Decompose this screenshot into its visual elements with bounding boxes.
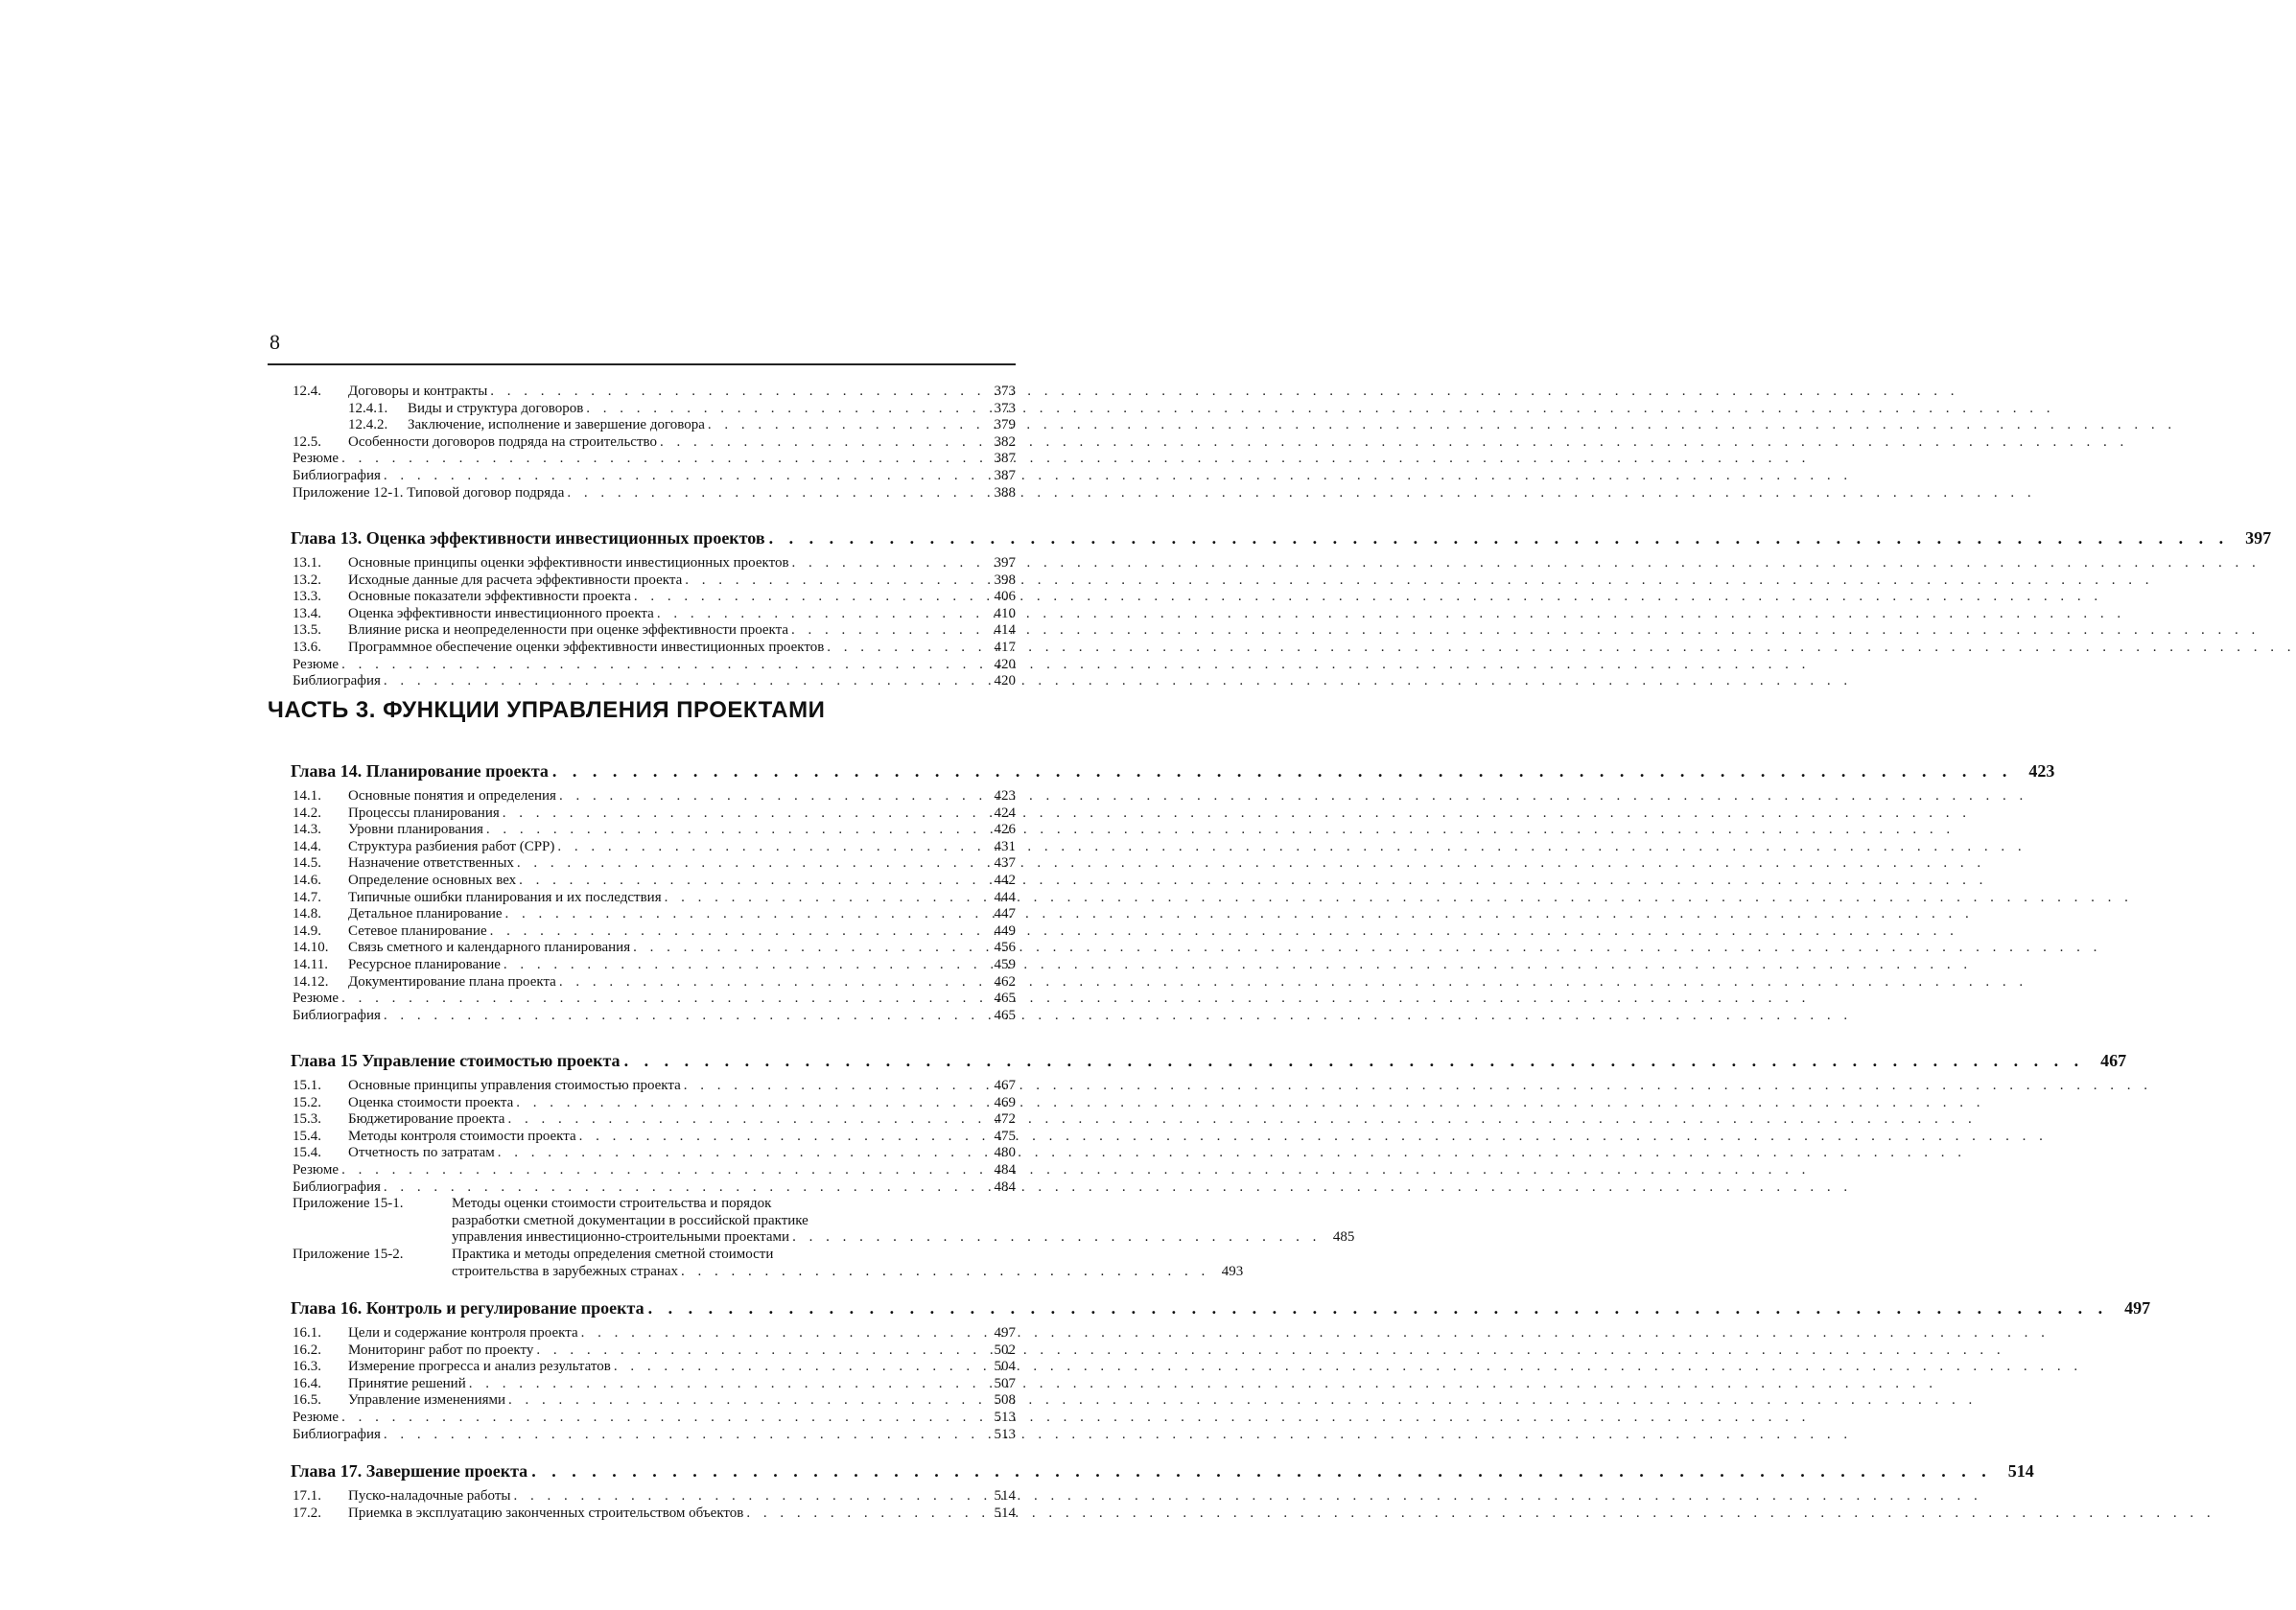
- leader-dots: [341, 991, 982, 1008]
- header-rule: [268, 363, 1016, 365]
- entry-title: Библиография: [293, 1426, 381, 1442]
- entry-number: 16.1.: [293, 1325, 321, 1341]
- toc-entry[interactable]: [293, 1488, 1016, 1505]
- entry-page: 480: [994, 1145, 1016, 1161]
- toc-entry[interactable]: [293, 606, 1016, 623]
- entry-page: 513: [994, 1426, 1016, 1442]
- entry-title: Оценка стоимости проекта: [348, 1094, 514, 1110]
- entry-title: Принятие решений: [348, 1375, 466, 1391]
- toc-entry[interactable]: [293, 1392, 1016, 1410]
- entry-page: 426: [994, 822, 1016, 838]
- toc-entry[interactable]: [293, 1129, 1016, 1146]
- appendix-list: [293, 1196, 1355, 1280]
- chapter15: [291, 1047, 2127, 1074]
- entry-number: 13.2.: [293, 572, 321, 588]
- entry-number: 13.5.: [293, 622, 321, 639]
- entry-page: 484: [994, 1178, 1016, 1195]
- entry-page: 513: [994, 1409, 1016, 1425]
- leader-dots: [341, 1162, 982, 1179]
- leader-dots: [531, 1458, 1992, 1484]
- toc-entry[interactable]: [293, 974, 1016, 992]
- toc-entry[interactable]: [293, 485, 1016, 502]
- toc-list: [293, 1488, 1016, 1522]
- entry-page: 514: [994, 1488, 1016, 1504]
- leader-dots: [681, 1264, 1209, 1281]
- toc-entry[interactable]: [293, 957, 1016, 974]
- entry-title: Основные показатели эффективности проекта: [348, 589, 631, 605]
- entry-page: 388: [994, 484, 1016, 501]
- entry-title: Основные принципы оценки эффективности инвестиционных проектов: [348, 555, 789, 571]
- chapter-heading[interactable]: [291, 1047, 2127, 1074]
- entry-number: 14.9.: [293, 922, 321, 939]
- chapter17: [291, 1458, 2034, 1484]
- entry-page: 485: [1332, 1229, 1355, 1246]
- entry-page: 472: [994, 1111, 1016, 1128]
- leader-dots: [657, 606, 982, 623]
- entry-number: 17.2.: [293, 1505, 321, 1521]
- entry-title: Заключение, исполнение и завершение договора: [408, 417, 705, 433]
- entry-page: 379: [994, 417, 1016, 433]
- toc-entry[interactable]: [293, 1179, 1016, 1197]
- toc-entry[interactable]: [293, 1111, 1016, 1129]
- entry-page: 465: [994, 991, 1016, 1007]
- leader-dots: [559, 788, 982, 805]
- toc-entry[interactable]: [293, 468, 1016, 485]
- toc-entry[interactable]: [293, 1078, 1016, 1095]
- entry-page: 484: [994, 1161, 1016, 1178]
- chapter14-entries: [293, 788, 1016, 1024]
- chapter17-entries: [293, 1488, 1016, 1522]
- chapter16: [291, 1295, 2151, 1321]
- entry-page: 497: [994, 1325, 1016, 1341]
- leader-dots: [791, 622, 982, 640]
- leader-dots: [384, 1179, 982, 1197]
- entry-title: Влияние риска и неопределенности при оценке эффективности проекта: [348, 622, 789, 639]
- toc-entry[interactable]: [293, 855, 1016, 873]
- page-number: 8: [269, 330, 280, 354]
- entry-title: Программное обеспечение оценки эффективности инвестиционных проектов: [348, 639, 825, 655]
- entry-page: 449: [994, 922, 1016, 939]
- leader-dots: [708, 417, 982, 434]
- entry-page: 447: [994, 906, 1016, 922]
- appendix-title-line: управления инвестиционно-строительными проектами: [452, 1229, 790, 1246]
- leader-dots: [514, 1488, 983, 1505]
- entry-number: 15.3.: [293, 1111, 321, 1128]
- entry-page: 382: [994, 433, 1016, 450]
- toc-entry[interactable]: [293, 923, 1016, 941]
- entry-title: Процессы планирования: [348, 805, 500, 821]
- entry-page: 462: [994, 973, 1016, 990]
- entry-number: 16.4.: [293, 1375, 321, 1391]
- appendix-title-line: строительства в зарубежных странах: [452, 1263, 679, 1279]
- entry-number: 12.4.2.: [348, 417, 388, 433]
- entry-number: 14.7.: [293, 889, 321, 905]
- entry-page: 387: [994, 451, 1016, 467]
- leader-dots: [665, 890, 982, 907]
- appendix-title: [452, 1247, 1243, 1280]
- entry-title: Отчетность по затратам: [348, 1145, 495, 1161]
- entry-number: 14.1.: [293, 788, 321, 804]
- entry-page: 406: [994, 589, 1016, 605]
- toc-entry[interactable]: [293, 1008, 1016, 1025]
- appendix-last-line: [452, 1229, 1354, 1247]
- entry-number: 13.4.: [293, 605, 321, 621]
- leader-dots: [469, 1376, 982, 1393]
- toc-entry[interactable]: [293, 1342, 1016, 1360]
- entry-title: Цели и содержание контроля проекта: [348, 1325, 578, 1341]
- toc-entry[interactable]: [293, 555, 1016, 572]
- entry-title: Резюме: [293, 656, 340, 672]
- toc-entry[interactable]: [293, 805, 1016, 823]
- chapter-title: Глава 16. Контроль и регулирование проекта: [291, 1298, 644, 1318]
- toc-entry[interactable]: [293, 788, 1016, 805]
- entry-page: 493: [1221, 1263, 1244, 1279]
- leader-dots: [685, 572, 982, 590]
- entry-page: 442: [994, 872, 1016, 888]
- chapter-page: 497: [2124, 1298, 2151, 1318]
- entry-number: 12.4.1.: [348, 400, 388, 416]
- entry-page: 414: [994, 622, 1016, 639]
- entry-number: 14.11.: [293, 956, 328, 972]
- entry-title: Библиография: [293, 467, 381, 483]
- leader-dots: [490, 384, 982, 401]
- leader-dots: [384, 468, 982, 485]
- chapter14: [291, 758, 2055, 784]
- toc-entry[interactable]: [293, 451, 1016, 468]
- entry-page: 502: [994, 1342, 1016, 1358]
- toc-entry[interactable]: [293, 1359, 1016, 1376]
- chapter16-entries: [293, 1325, 1016, 1443]
- entry-title: Управление изменениями: [348, 1392, 506, 1409]
- toc-entry[interactable]: [293, 1427, 1016, 1444]
- entry-page: 410: [994, 605, 1016, 621]
- leader-dots: [384, 673, 982, 690]
- toc-entry[interactable]: [293, 640, 1016, 657]
- leader-dots: [341, 657, 982, 674]
- entry-number: 14.12.: [293, 973, 329, 990]
- appendix-title-line: Практика и методы определения сметной стоимости: [452, 1246, 774, 1262]
- entry-title: Основные понятия и определения: [348, 788, 556, 804]
- entry-page: 397: [994, 555, 1016, 571]
- leader-dots: [516, 1095, 982, 1112]
- leader-dots: [536, 1342, 982, 1360]
- entry-number: 13.6.: [293, 639, 321, 655]
- entry-page: 431: [994, 838, 1016, 854]
- toc-entry[interactable]: [293, 1325, 1016, 1342]
- toc-entry[interactable]: [293, 940, 1016, 957]
- appendix-title-line: разработки сметной документации в российской практике: [452, 1212, 808, 1228]
- leader-dots: [614, 1359, 982, 1376]
- chapter-page: 514: [2007, 1461, 2034, 1481]
- entry-title: Библиография: [293, 1178, 381, 1195]
- toc-entry[interactable]: [293, 1376, 1016, 1393]
- entry-title: Детальное планирование: [348, 906, 503, 922]
- chapter-title: Глава 13. Оценка эффективности инвестиционных проектов: [291, 528, 765, 548]
- chapter-heading[interactable]: [291, 1295, 2151, 1321]
- entry-page: 507: [994, 1375, 1016, 1391]
- entry-title: Библиография: [293, 673, 381, 689]
- entry-page: 514: [994, 1505, 1016, 1521]
- entry-number: 14.4.: [293, 838, 321, 854]
- entry-title: Исходные данные для расчета эффективности проекта: [348, 572, 683, 588]
- entry-number: 14.10.: [293, 940, 329, 956]
- toc-entry[interactable]: [293, 822, 1016, 839]
- entry-page: 465: [994, 1007, 1016, 1023]
- toc-entry[interactable]: [293, 1145, 1016, 1162]
- entry-page: 417: [994, 639, 1016, 655]
- entry-page: 373: [994, 400, 1016, 416]
- toc-entry[interactable]: [293, 589, 1016, 606]
- chapter-title: Глава 17. Завершение проекта: [291, 1461, 528, 1481]
- leader-dots: [517, 855, 982, 873]
- toc-entry[interactable]: [293, 384, 1016, 401]
- leader-dots: [503, 805, 982, 823]
- entry-page: 504: [994, 1359, 1016, 1375]
- entry-number: 14.6.: [293, 872, 321, 888]
- entry-title: Резюме: [293, 451, 340, 467]
- leader-dots: [552, 758, 2013, 784]
- chapter-heading[interactable]: [291, 1458, 2034, 1484]
- entry-number: 14.2.: [293, 805, 321, 821]
- leader-dots: [624, 1047, 2085, 1074]
- leader-dots: [792, 555, 982, 572]
- entry-title: Библиография: [293, 1007, 381, 1023]
- leader-dots: [633, 940, 982, 957]
- entry-title: Основные принципы управления стоимостью проекта: [348, 1078, 681, 1093]
- entry-title: Уровни планирования: [348, 822, 483, 838]
- appendix-title-line: Методы оценки стоимости строительства и порядок: [452, 1196, 772, 1212]
- chapter13: [291, 525, 2272, 551]
- entry-page: 456: [994, 940, 1016, 956]
- appendix-last-line: [452, 1264, 1243, 1281]
- entry-number: 14.3.: [293, 822, 321, 838]
- entry-title: Мониторинг работ по проекту: [348, 1342, 534, 1358]
- appendix-entry[interactable]: [293, 1196, 1355, 1247]
- entry-page: 444: [994, 889, 1016, 905]
- leader-dots: [581, 1325, 982, 1342]
- leader-dots: [684, 1078, 982, 1095]
- toc-list: [293, 788, 1016, 1024]
- entry-title: Структура разбиения работ (СРР): [348, 838, 555, 854]
- toc-list: [293, 555, 1016, 690]
- chapter-page: 467: [2100, 1051, 2127, 1070]
- entry-title: Сетевое планирование: [348, 922, 487, 939]
- chapter-page: 423: [2028, 761, 2055, 781]
- entry-page: 469: [994, 1094, 1016, 1110]
- toc-entry[interactable]: [293, 622, 1016, 640]
- entry-number: 14.8.: [293, 906, 321, 922]
- toc-entry[interactable]: [293, 417, 1016, 434]
- entry-title: Методы контроля стоимости проекта: [348, 1128, 576, 1144]
- entry-number: 16.3.: [293, 1359, 321, 1375]
- leader-dots: [507, 1111, 982, 1129]
- toc-entry[interactable]: [293, 906, 1016, 923]
- entry-title: Особенности договоров подряда на строительство: [348, 433, 657, 450]
- toc-list: [293, 384, 1016, 502]
- entry-title: Определение основных вех: [348, 872, 517, 888]
- entry-page: 424: [994, 805, 1016, 821]
- entry-page: 423: [994, 788, 1016, 804]
- entry-title: Пуско-наладочные работы: [348, 1488, 511, 1504]
- leader-dots: [498, 1145, 982, 1162]
- entry-number: 14.5.: [293, 855, 321, 872]
- toc-entry[interactable]: [293, 1410, 1016, 1427]
- leader-dots: [519, 873, 982, 890]
- entry-title: Приемка в эксплуатацию законченных строительством объектов: [348, 1505, 744, 1521]
- leader-dots: [648, 1295, 2109, 1321]
- leader-dots: [567, 485, 982, 502]
- entry-title: Договоры и контракты: [348, 384, 488, 399]
- leader-dots: [579, 1129, 982, 1146]
- entry-page: 508: [994, 1392, 1016, 1409]
- chapter-heading[interactable]: [291, 525, 2272, 551]
- entry-number: 17.1.: [293, 1488, 321, 1504]
- entry-number: 13.1.: [293, 555, 321, 571]
- toc-list: [293, 1325, 1016, 1443]
- toc-entry[interactable]: [293, 873, 1016, 890]
- leader-dots: [792, 1229, 1321, 1247]
- entry-title: Назначение ответственных: [348, 855, 514, 872]
- entry-page: 373: [994, 384, 1016, 399]
- leader-dots: [769, 525, 2230, 551]
- entry-number: 16.5.: [293, 1392, 321, 1409]
- leader-dots: [384, 1427, 982, 1444]
- entry-page: 467: [994, 1078, 1016, 1093]
- toc-entry[interactable]: [293, 657, 1016, 674]
- chapter13-entries: [293, 555, 1016, 690]
- toc-entry[interactable]: [293, 673, 1016, 690]
- toc-entry[interactable]: [293, 401, 1016, 418]
- chapter-page: 397: [2245, 528, 2272, 548]
- appendix-title: [452, 1196, 1354, 1247]
- chapter15-entries: [293, 1078, 1355, 1280]
- entry-title: Бюджетирование проекта: [348, 1111, 505, 1128]
- entry-title: Резюме: [293, 991, 340, 1007]
- leader-dots: [486, 822, 982, 839]
- entry-title: Связь сметного и календарного планирования: [348, 940, 631, 956]
- entry-number: 15.4.: [293, 1145, 321, 1161]
- leader-dots: [505, 906, 982, 923]
- leader-dots: [827, 640, 982, 657]
- entry-page: 475: [994, 1128, 1016, 1144]
- chapter-title: Глава 14. Планирование проекта: [291, 761, 549, 781]
- toc-list: [293, 1078, 1016, 1196]
- leader-dots: [559, 974, 982, 992]
- entry-page: 459: [994, 956, 1016, 972]
- leader-dots: [504, 957, 982, 974]
- entry-title: Приложение 12-1. Типовой договор подряда: [293, 484, 565, 501]
- toc-entry[interactable]: [293, 1162, 1016, 1179]
- entry-number: 12.5.: [293, 433, 321, 450]
- entry-title: Резюме: [293, 1161, 340, 1178]
- entry-title: Виды и структура договоров: [408, 400, 584, 416]
- leader-dots: [634, 589, 982, 606]
- leader-dots: [586, 401, 982, 418]
- leader-dots: [557, 839, 982, 856]
- entry-title: Измерение прогресса и анализ результатов: [348, 1359, 611, 1375]
- leader-dots: [490, 923, 982, 941]
- leader-dots: [508, 1392, 982, 1410]
- toc-entry[interactable]: [293, 890, 1016, 907]
- entry-number: 15.2.: [293, 1094, 321, 1110]
- entry-page: 420: [994, 656, 1016, 672]
- part-heading: ЧАСТЬ 3. ФУНКЦИИ УПРАВЛЕНИЯ ПРОЕКТАМИ: [268, 697, 826, 723]
- entry-title: Ресурсное планирование: [348, 956, 501, 972]
- leader-dots: [341, 1410, 982, 1427]
- leader-dots: [746, 1505, 982, 1523]
- toc-entry[interactable]: [293, 991, 1016, 1008]
- toc-entry[interactable]: [293, 1095, 1016, 1112]
- toc-entry[interactable]: [293, 434, 1016, 452]
- leader-dots: [660, 434, 982, 452]
- entry-number: 12.4.: [293, 384, 321, 399]
- toc-entry[interactable]: [293, 572, 1016, 590]
- appendix-label: Приложение 15-1.: [293, 1196, 404, 1212]
- entry-title: Резюме: [293, 1409, 340, 1425]
- entry-title: Оценка эффективности инвестиционного проекта: [348, 605, 654, 621]
- entry-page: 420: [994, 673, 1016, 689]
- toc-entry[interactable]: [293, 1505, 1016, 1523]
- entry-title: Документирование плана проекта: [348, 973, 556, 990]
- entry-page: 437: [994, 855, 1016, 872]
- entry-page: 387: [994, 467, 1016, 483]
- appendix-label: Приложение 15-2.: [293, 1246, 404, 1262]
- chapter12-tail: [293, 384, 1016, 502]
- chapter-title: Глава 15 Управление стоимостью проекта: [291, 1051, 621, 1070]
- entry-page: 398: [994, 572, 1016, 588]
- leader-dots: [384, 1008, 982, 1025]
- entry-number: 13.3.: [293, 589, 321, 605]
- chapter-heading[interactable]: [291, 758, 2055, 784]
- entry-title: Типичные ошибки планирования и их последствия: [348, 889, 662, 905]
- entry-number: 15.1.: [293, 1078, 321, 1093]
- entry-number: 15.4.: [293, 1128, 321, 1144]
- toc-entry[interactable]: [293, 839, 1016, 856]
- leader-dots: [341, 451, 982, 468]
- entry-number: 16.2.: [293, 1342, 321, 1358]
- appendix-entry[interactable]: [293, 1246, 1244, 1280]
